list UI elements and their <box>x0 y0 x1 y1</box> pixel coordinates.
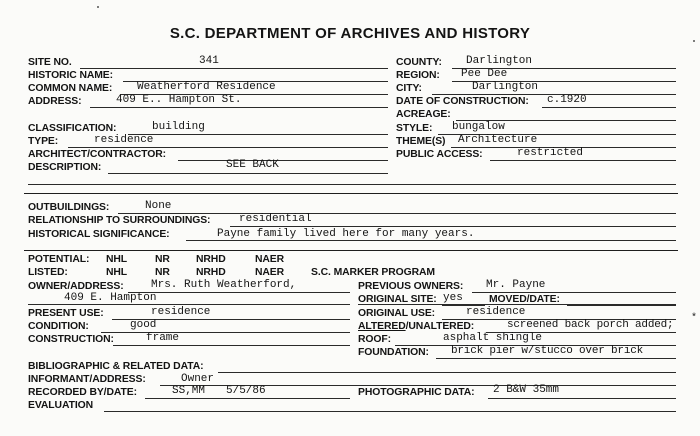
value-date-of-construction: c.1920 <box>547 94 587 106</box>
line-type <box>68 147 388 148</box>
value-region: Pee Dee <box>461 68 508 80</box>
potential-naer: NAER <box>255 254 285 265</box>
value-previous-owners: Mr. Payne <box>486 279 546 291</box>
label-classification: CLASSIFICATION: <box>28 123 117 134</box>
line-site-no <box>80 68 388 69</box>
label-previous-owners: PREVIOUS OWNERS: <box>358 281 464 292</box>
line-recorded-by <box>145 398 350 399</box>
label-public-access: PUBLIC ACCESS: <box>396 149 483 160</box>
listed-nrhd: NRHD <box>196 267 226 278</box>
potential-nr: NR <box>155 254 170 265</box>
value-owner-line2: 409 E. Hampton <box>64 292 157 304</box>
value-original-use: residence <box>466 306 526 318</box>
line-relationship <box>230 226 676 227</box>
value-classification: building <box>152 121 205 133</box>
label-unaltered: /UNALTERED: <box>405 321 475 332</box>
value-address: 409 E.. Hampton St. <box>116 94 242 106</box>
value-relationship: residential <box>239 213 312 225</box>
line-owner-address-2 <box>28 304 350 305</box>
line-construction <box>113 345 350 346</box>
value-description: SEE BACK <box>226 159 279 171</box>
value-owner-line1: Mrs. Ruth Weatherford, <box>151 279 297 291</box>
label-marker-program: S.C. MARKER PROGRAM <box>311 267 435 278</box>
line-address <box>90 107 388 108</box>
label-type: TYPE: <box>28 136 59 147</box>
line-date-of-construction <box>542 107 676 108</box>
label-roof: ROOF: <box>358 334 391 345</box>
speck <box>97 6 99 8</box>
value-public-access: restricted <box>517 147 584 159</box>
form-title: S.C. DEPARTMENT OF ARCHIVES AND HISTORY <box>169 25 531 42</box>
value-themes: Architecture <box>458 134 538 146</box>
label-present-use: PRESENT USE: <box>28 308 104 319</box>
value-condition: good <box>130 319 157 331</box>
label-original-use: ORIGINAL USE: <box>358 308 436 319</box>
value-recorded-by: SS,MM <box>172 385 206 397</box>
label-site-no: SITE NO. <box>28 57 72 68</box>
value-county: Darlington <box>466 55 533 67</box>
label-historic-name: HISTORIC NAME: <box>28 70 113 81</box>
label-county: COUNTY: <box>396 57 442 68</box>
label-themes: THEME(S) <box>396 136 446 147</box>
label-informant: INFORMANT/ADDRESS: <box>28 374 146 385</box>
section-rule-1 <box>24 193 678 194</box>
line-foundation <box>436 358 676 359</box>
value-foundation: brick pier w/stucco over brick <box>451 345 644 357</box>
label-outbuildings: OUTBUILDINGS: <box>28 202 110 213</box>
label-common-name: COMMON NAME: <box>28 83 113 94</box>
line-moved-date <box>567 305 676 306</box>
label-bibliographic: BIBLIOGRAPHIC & RELATED DATA: <box>28 361 204 372</box>
label-city: CITY: <box>396 83 422 94</box>
line-classification <box>128 134 388 135</box>
value-present-use: residence <box>151 306 211 318</box>
value-outbuildings: None <box>145 200 172 212</box>
label-original-site: ORIGINAL SITE: <box>358 294 437 305</box>
label-style: STYLE: <box>396 123 433 134</box>
line-photographic-data <box>488 398 676 399</box>
value-informant: Owner <box>181 373 215 385</box>
value-type: residence <box>94 134 154 146</box>
potential-nhl: NHL <box>106 254 128 265</box>
value-historical-significance: Payne family lived here for many years. <box>217 228 475 240</box>
label-relationship: RELATIONSHIP TO SURROUNDINGS: <box>28 215 211 226</box>
label-condition: CONDITION: <box>28 321 89 332</box>
value-site-no: 341 <box>199 55 219 67</box>
potential-nrhd: NRHD <box>196 254 226 265</box>
section-rule-2 <box>24 250 678 251</box>
label-moved-date: MOVED/DATE: <box>489 294 560 305</box>
label-acreage: ACREAGE: <box>396 109 451 120</box>
line-owner-address <box>128 292 350 293</box>
value-altered-note: screened back porch added; <box>507 319 674 331</box>
value-original-site: yes <box>443 292 463 304</box>
line-public-access <box>490 160 676 161</box>
line-condition <box>101 332 350 333</box>
line-historical-significance <box>186 240 676 241</box>
label-potential: POTENTIAL: <box>28 254 90 265</box>
label-region: REGION: <box>396 70 440 81</box>
label-listed: LISTED: <box>28 267 68 278</box>
listed-nhl: NHL <box>106 267 128 278</box>
value-recorded-date: 5/5/86 <box>226 385 266 397</box>
label-owner-address: OWNER/ADDRESS: <box>28 281 124 292</box>
value-common-name: Weatherford Residence <box>137 81 276 93</box>
listed-naer: NAER <box>255 267 285 278</box>
line-previous-owners <box>472 292 676 293</box>
value-construction: frame <box>146 332 180 344</box>
label-evaluation: EVALUATION <box>28 400 93 411</box>
speck <box>693 40 695 42</box>
value-city: Darlington <box>472 81 539 93</box>
value-photographic-data: 2 B&W 35mm <box>493 384 560 396</box>
line-outbuildings <box>118 213 676 214</box>
line-description <box>108 173 388 174</box>
label-construction: CONSTRUCTION: <box>28 334 114 345</box>
label-photographic-data: PHOTOGRAPHIC DATA: <box>358 387 475 398</box>
value-roof: asphalt shingle <box>443 332 543 344</box>
line-evaluation <box>104 411 676 412</box>
value-style: bungalow <box>452 121 505 133</box>
listed-nr: NR <box>155 267 170 278</box>
label-date-of-construction: DATE OF CONSTRUCTION: <box>396 96 529 107</box>
label-address: ADDRESS: <box>28 96 82 107</box>
label-altered: ALTERED <box>358 321 406 332</box>
line-architect <box>178 160 388 161</box>
label-description: DESCRIPTION: <box>28 162 102 173</box>
label-foundation: FOUNDATION: <box>358 347 429 358</box>
line-description-extra <box>28 184 676 185</box>
line-bibliographic <box>218 372 676 373</box>
label-historical-significance: HISTORICAL SIGNIFICANCE: <box>28 229 170 240</box>
label-recorded-by: RECORDED BY/DATE: <box>28 387 137 398</box>
label-architect: ARCHITECT/CONTRACTOR: <box>28 149 166 160</box>
value-altered-mark: * <box>691 313 698 324</box>
